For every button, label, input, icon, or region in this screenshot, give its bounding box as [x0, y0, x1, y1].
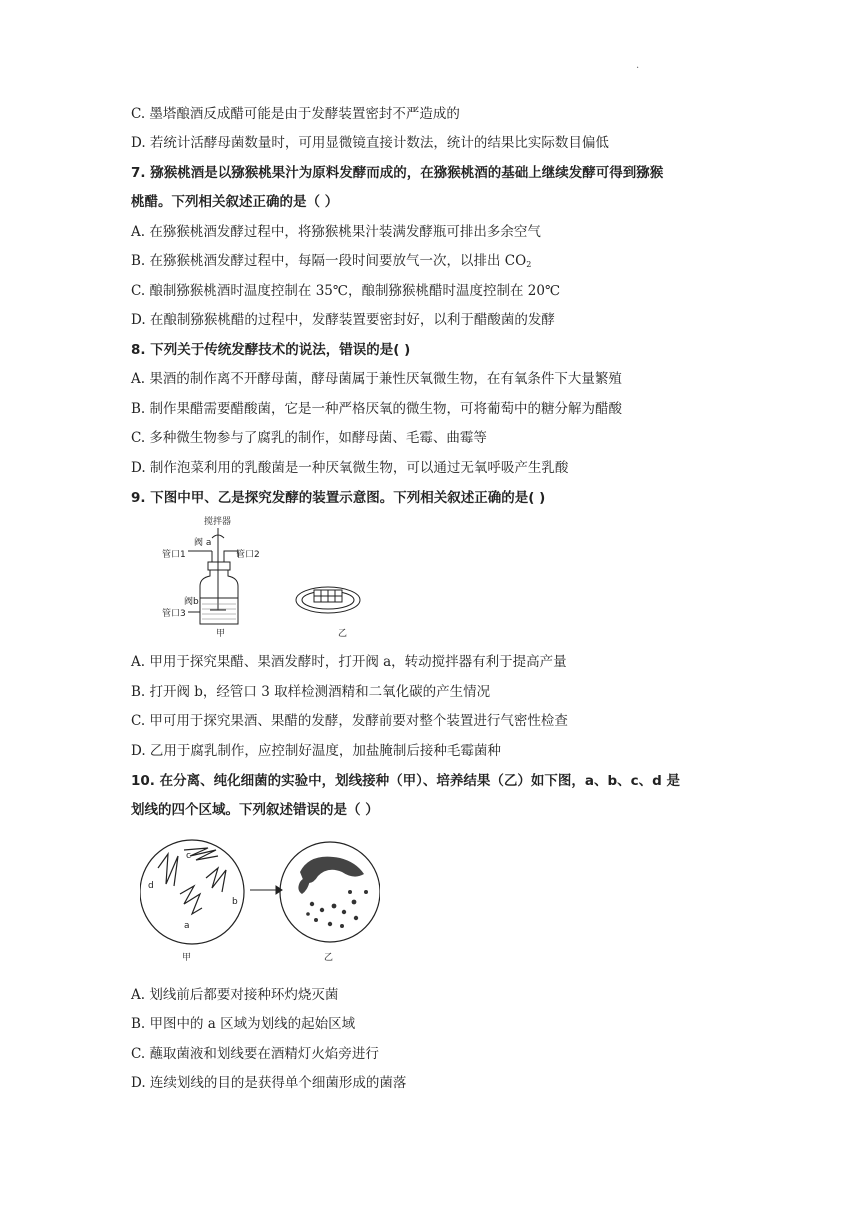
question-8-option-c: C. 多种微生物参与了腐乳的制作，如酵母菌、毛霉、曲霉等 [131, 430, 487, 446]
valve-b-label: 阀b [184, 597, 199, 607]
region-b-label: b [232, 897, 238, 907]
question-10-option-a: A. 划线前后都要对接种环灼烧灭菌 [131, 987, 339, 1003]
header-mark: . [636, 60, 640, 71]
question-9-stem: 9. 下图中甲、乙是探究发酵的装置示意图。下列相关叙述正确的是( ) [131, 490, 546, 506]
question-7-option-b-text: B. 在猕猴桃酒发酵过程中，每隔一段时间要放气一次，以排出 CO [131, 253, 527, 269]
stirrer-label: 搅拌器 [204, 517, 232, 527]
question-9-option-b: B. 打开阀 b，经管口 3 取样检测酒精和二氧化碳的产生情况 [131, 684, 491, 700]
co2-subscript: 2 [526, 260, 532, 269]
question-10-option-d: D. 连续划线的目的是获得单个细菌形成的菌落 [131, 1075, 407, 1091]
fermentation-apparatus-figure [158, 514, 368, 644]
port3-label: 管口3 [162, 609, 186, 619]
bottle-icon [188, 551, 238, 624]
question-10-stem-line2: 划线的四个区域。下列叙述错误的是（ ） [131, 802, 379, 818]
streak-plate-figure [140, 832, 380, 972]
region-d-label: d [148, 881, 154, 891]
question-7-stem-line1: 7. 猕猴桃酒是以猕猴桃果汁为原料发酵而成的，在猕猴桃酒的基础上继续发酵可得到猕猴 [131, 165, 664, 181]
question-9-option-a: A. 甲用于探究果醋、果酒发酵时，打开阀 a，转动搅拌器有利于提高产量 [131, 654, 567, 670]
question-8-stem: 8. 下列关于传统发酵技术的说法，错误的是( ) [131, 342, 411, 358]
figure-jia-label-10: 甲 [182, 953, 192, 963]
question-8-option-a: A. 果酒的制作离不开酵母菌，酵母菌属于兼性厌氧微生物，在有氧条件下大量繁殖 [131, 371, 622, 387]
option-6c: C. 墨塔酿酒反成醋可能是由于发酵装置密封不严造成的 [131, 106, 460, 122]
question-7-option-a: A. 在猕猴桃酒发酵过程中，将猕猴桃果汁装满发酵瓶可排出多余空气 [131, 224, 541, 240]
figure-yi-label: 乙 [338, 629, 348, 639]
port1-label: 管口1 [162, 550, 186, 560]
option-6d: D. 若统计活酵母菌数量时，可用显微镜直接计数法，统计的结果比实际数目偏低 [131, 135, 609, 151]
question-10-stem-line1: 10. 在分离、纯化细菌的实验中，划线接种（甲）、培养结果（乙）如下图，a、b、c、d 是 [131, 773, 681, 789]
arrow-icon [250, 886, 282, 894]
figure-yi-label-10: 乙 [324, 953, 334, 963]
question-8-option-b: B. 制作果醋需要醋酸菌，它是一种严格厌氧的微生物，可将葡萄中的糖分解为醋酸 [131, 401, 623, 417]
question-7-option-c: C. 酿制猕猴桃酒时温度控制在 35℃，酿制猕猴桃醋时温度控制在 20℃ [131, 283, 561, 299]
liquid-hatch [202, 604, 236, 619]
port2-label: 管口2 [236, 550, 260, 560]
streak-plate-jia-icon [140, 840, 244, 944]
question-9-option-c: C. 甲可用于探究果酒、果醋的发酵，发酵前要对整个装置进行气密性检查 [131, 713, 568, 729]
question-7-option-b [131, 251, 531, 275]
valve-a-label: 阀 a [194, 538, 212, 548]
region-c-label: c [186, 851, 191, 861]
question-9-option-d: D. 乙用于腐乳制作，应控制好温度，加盐腌制后接种毛霉菌种 [131, 743, 501, 759]
question-7-option-d: D. 在酿制猕猴桃醋的过程中，发酵装置要密封好，以利于醋酸菌的发酵 [131, 312, 555, 328]
question-10-option-c: C. 蘸取菌液和划线要在酒精灯火焰旁进行 [131, 1046, 379, 1062]
question-8-option-d: D. 制作泡菜利用的乳酸菌是一种厌氧微生物，可以通过无氧呼吸产生乳酸 [131, 460, 569, 476]
plate-with-tofu-icon [296, 587, 360, 613]
question-7-stem-line2: 桃醋。下列相关叙述正确的是（ ） [131, 194, 339, 210]
question-10-option-b: B. 甲图中的 a 区域为划线的起始区域 [131, 1016, 356, 1032]
figure-jia-label: 甲 [216, 629, 226, 639]
culture-plate-yi-icon [280, 842, 380, 942]
region-a-label: a [184, 921, 190, 931]
